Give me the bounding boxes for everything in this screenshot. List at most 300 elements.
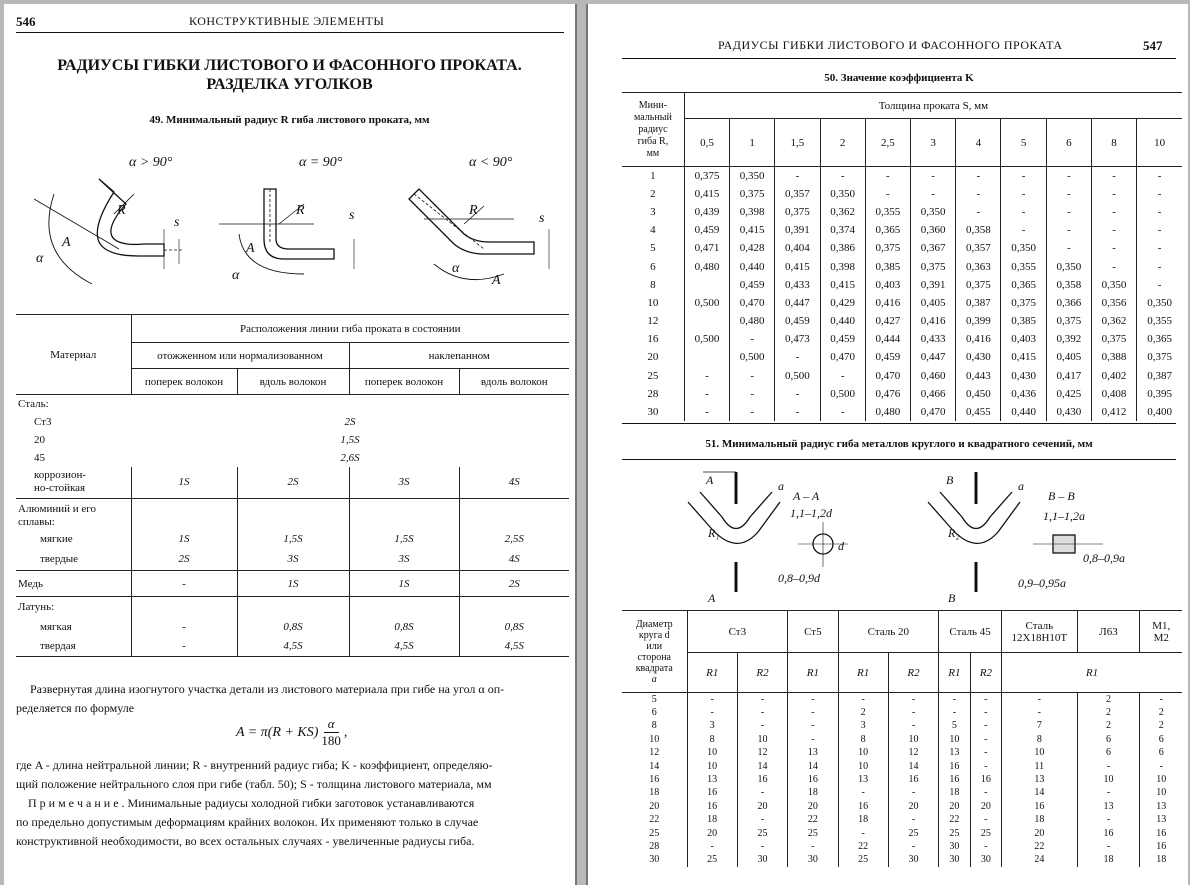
radius-value-cell: 5 bbox=[939, 719, 970, 732]
k-value-cell: 0,375 bbox=[1137, 348, 1182, 366]
k-value-cell: 0,408 bbox=[1091, 385, 1136, 403]
section-b-label: B bbox=[948, 591, 956, 602]
k-value-cell: - bbox=[1137, 276, 1182, 294]
k-value-cell: - bbox=[775, 167, 820, 185]
group-steel20: Сталь 20 bbox=[838, 611, 939, 653]
radius-value-cell: - bbox=[888, 840, 938, 853]
k-value-cell: 0,362 bbox=[820, 203, 865, 221]
header-position: Расположения линии гиба проката в состоянии bbox=[131, 315, 569, 343]
k-value-cell: 0,375 bbox=[730, 185, 775, 203]
k-value-cell: 0,440 bbox=[1001, 403, 1046, 421]
radius-value-cell: - bbox=[788, 733, 838, 746]
brass-name: мягкая bbox=[40, 620, 72, 633]
radius-value-cell: 3 bbox=[838, 719, 888, 732]
table-row bbox=[622, 167, 1182, 185]
k-value-cell: 0,447 bbox=[775, 294, 820, 312]
corner-header-line: радиус bbox=[638, 123, 668, 135]
k-value-cell: 0,403 bbox=[1001, 330, 1046, 348]
radius-value-cell: - bbox=[687, 840, 737, 853]
radius-value-cell: - bbox=[888, 813, 938, 826]
table49-caption: 49. Минимальный радиус R гиба листового проката, мм bbox=[149, 114, 430, 126]
diameter-cell: 20 bbox=[649, 800, 660, 812]
table-row bbox=[622, 239, 1182, 257]
table-row bbox=[622, 257, 1182, 275]
radius-value-cell: 13 bbox=[838, 773, 888, 786]
k-value-cell: 0,355 bbox=[1001, 257, 1046, 275]
k-value-cell: 0,415 bbox=[775, 257, 820, 275]
bending-figure-51 bbox=[678, 462, 1178, 602]
k-value-cell: 0,375 bbox=[684, 167, 729, 185]
steel-value: 2,6S bbox=[340, 451, 360, 464]
thickness-column-header: 1,5 bbox=[775, 119, 820, 167]
steel-value: 1,5S bbox=[340, 433, 360, 446]
group-m1m2 bbox=[1140, 611, 1182, 653]
table-row bbox=[622, 203, 1182, 221]
radius-value-cell: - bbox=[1077, 786, 1140, 799]
corrosion-name bbox=[16, 467, 131, 499]
radius-value-cell: - bbox=[788, 693, 838, 706]
radius-value-cell: 25 bbox=[687, 853, 737, 866]
radius-value-cell: 2 bbox=[1140, 706, 1182, 719]
k-value-cell: 0,480 bbox=[684, 257, 729, 275]
radius-value-cell: 6 bbox=[1140, 733, 1182, 746]
running-header: КОНСТРУКТИВНЫЕ ЭЛЕМЕНТЫ bbox=[189, 14, 385, 28]
k-value-cell: 0,385 bbox=[1001, 312, 1046, 330]
radius-value-cell: 18 bbox=[838, 813, 888, 826]
formula-denominator: 180 bbox=[321, 733, 341, 748]
aluminum-value: 1,5S bbox=[237, 529, 349, 549]
k-value-cell: - bbox=[820, 167, 865, 185]
k-value-cell: 0,375 bbox=[911, 257, 956, 275]
radius-value-cell: 30 bbox=[737, 853, 787, 866]
k-value-cell: 0,440 bbox=[820, 312, 865, 330]
radius-value-cell: 7 bbox=[1002, 719, 1078, 732]
radius-value-cell: - bbox=[788, 706, 838, 719]
radius-value-cell: 30 bbox=[939, 853, 970, 866]
k-value-cell: 0,362 bbox=[1091, 312, 1136, 330]
page-title-line2: РАЗДЕЛКА УГОЛКОВ bbox=[206, 76, 373, 93]
alpha-label: α bbox=[452, 261, 460, 276]
steel-name: 20 bbox=[34, 433, 45, 446]
thickness-column-header: 5 bbox=[1001, 119, 1046, 167]
diameter-cell: 28 bbox=[649, 840, 660, 852]
k-value-cell: 0,433 bbox=[911, 330, 956, 348]
k-value-cell: - bbox=[820, 403, 865, 421]
radius-value-cell: 20 bbox=[687, 826, 737, 839]
radius-value-cell: - bbox=[687, 706, 737, 719]
radius-value-cell: 30 bbox=[788, 853, 838, 866]
k-value-cell: - bbox=[1046, 167, 1091, 185]
radius-value-cell: 30 bbox=[970, 853, 1001, 866]
angle-label-gt90: α > 90° bbox=[129, 155, 173, 170]
page-number: 547 bbox=[1143, 38, 1163, 53]
radius-value-cell: 24 bbox=[1002, 853, 1078, 866]
k-value-cell: 0,443 bbox=[956, 367, 1001, 385]
brass-value: 4,5S bbox=[349, 637, 459, 657]
k-value-cell bbox=[684, 348, 729, 366]
k-value-cell: 0,430 bbox=[1001, 367, 1046, 385]
dimension-label: 1,1–1,2d bbox=[790, 506, 832, 520]
page-title-line1: РАДИУСЫ ГИБКИ ЛИСТОВОГО И ФАСОННОГО ПРОКАТА. bbox=[57, 57, 522, 74]
a-label: a bbox=[1018, 479, 1024, 493]
k-value-cell: 0,459 bbox=[684, 221, 729, 239]
k-value-cell: - bbox=[684, 385, 729, 403]
definitions-line2: щий положение нейтрального слоя при гибе (табл. 50); S - толщина листового материала, мм bbox=[16, 777, 492, 791]
formula-fraction bbox=[321, 716, 341, 749]
table50-caption: 50. Значение коэффициента K bbox=[824, 72, 974, 84]
radius-cell: 6 bbox=[650, 260, 656, 273]
radius-value-cell: 2 bbox=[1077, 719, 1140, 732]
dimension-label: 0,8–0,9a bbox=[1083, 551, 1125, 565]
diameter-cell: 5 bbox=[651, 693, 657, 705]
thickness-header: Толщина проката S, мм bbox=[684, 93, 1182, 119]
aluminum-group-line1: Алюминий и его bbox=[18, 502, 97, 515]
k-value-cell: 0,350 bbox=[1137, 294, 1182, 312]
k-value-cell: 0,375 bbox=[1001, 294, 1046, 312]
k-value-cell: - bbox=[775, 403, 820, 421]
diameter-cell: 30 bbox=[649, 854, 660, 866]
radius-value-cell: 30 bbox=[888, 853, 938, 866]
k-value-cell: - bbox=[1046, 203, 1091, 221]
radius-cell: 20 bbox=[647, 351, 659, 364]
radius-value-cell: 8 bbox=[838, 733, 888, 746]
radius-cell: 28 bbox=[647, 387, 659, 400]
k-value-cell: 0,375 bbox=[865, 239, 910, 257]
radius-value-cell: 10 bbox=[888, 733, 938, 746]
radius-value-cell: - bbox=[970, 693, 1001, 706]
radius-value-cell: - bbox=[788, 719, 838, 732]
radius-value-cell: - bbox=[737, 813, 787, 826]
k-value-cell: - bbox=[1091, 203, 1136, 221]
radius-value-cell: 13 bbox=[1140, 813, 1182, 826]
radius-value-cell: - bbox=[970, 786, 1001, 799]
radius-value-cell: - bbox=[888, 786, 938, 799]
radius-cell: 25 bbox=[647, 369, 659, 382]
k-value-cell: 0,480 bbox=[865, 403, 910, 421]
k-value-cell: - bbox=[684, 367, 729, 385]
radius-value-cell: 25 bbox=[939, 826, 970, 839]
thickness-column-header: 2 bbox=[820, 119, 865, 167]
k-value-cell: 0,459 bbox=[775, 312, 820, 330]
k-value-cell: 0,375 bbox=[956, 276, 1001, 294]
dimension-label: 0,8–0,9d bbox=[778, 571, 820, 585]
radius-value-cell: 8 bbox=[687, 733, 737, 746]
radius-value-cell: - bbox=[737, 693, 787, 706]
aluminum-value: 2S bbox=[131, 549, 237, 571]
k-value-cell: 0,415 bbox=[1001, 348, 1046, 366]
table50-bottom-rule bbox=[622, 423, 1176, 424]
radius-value-cell: 13 bbox=[687, 773, 737, 786]
table-row bbox=[622, 786, 1182, 799]
formula-tail: , bbox=[343, 724, 348, 740]
k-value-cell: - bbox=[1001, 221, 1046, 239]
k-value-cell: - bbox=[1001, 167, 1046, 185]
k-value-cell: 0,429 bbox=[820, 294, 865, 312]
k-value-cell bbox=[684, 312, 729, 330]
radius-value-cell: - bbox=[1077, 840, 1140, 853]
table-row bbox=[622, 719, 1182, 732]
group-l63: Л63 bbox=[1077, 611, 1140, 653]
k-value-cell: 0,439 bbox=[684, 203, 729, 221]
table-row bbox=[622, 348, 1182, 366]
brass-value: 4,5S bbox=[459, 637, 569, 657]
k-value-cell: 0,416 bbox=[911, 312, 956, 330]
header-across: поперек волокон bbox=[131, 369, 237, 395]
k-value-cell: - bbox=[1091, 239, 1136, 257]
corrosion-value: 2S bbox=[237, 467, 349, 499]
radius-value-cell: 10 bbox=[687, 759, 737, 772]
radius-value-cell: 16 bbox=[1077, 826, 1140, 839]
k-value-cell: 0,470 bbox=[911, 403, 956, 421]
radius-value-cell: - bbox=[1077, 759, 1140, 772]
radius-value-cell: - bbox=[939, 693, 970, 706]
table-row bbox=[622, 221, 1182, 239]
first-header-line: a bbox=[651, 673, 657, 685]
brass-name: твердая bbox=[16, 637, 131, 657]
k-value-cell: 0,470 bbox=[820, 348, 865, 366]
steel-name: 45 bbox=[34, 451, 45, 464]
k-value-cell: - bbox=[956, 185, 1001, 203]
aluminum-value: 3S bbox=[237, 549, 349, 571]
table-row bbox=[622, 746, 1182, 759]
k-value-cell: 0,386 bbox=[820, 239, 865, 257]
radius-value-cell: - bbox=[737, 706, 787, 719]
group-m-line2: М2 bbox=[1153, 631, 1169, 644]
k-value-cell: - bbox=[684, 403, 729, 421]
diameter-cell: 10 bbox=[649, 733, 660, 745]
k-value-cell: - bbox=[865, 167, 910, 185]
r-label: R bbox=[296, 203, 305, 218]
thickness-column-header: 0,5 bbox=[684, 119, 729, 167]
k-value-cell: 0,367 bbox=[911, 239, 956, 257]
k-value-cell: 0,366 bbox=[1046, 294, 1091, 312]
k-value-cell: - bbox=[730, 367, 775, 385]
subheader-r: R1 bbox=[687, 653, 737, 693]
section-a-label: A bbox=[706, 473, 714, 487]
radius-value-cell: - bbox=[970, 759, 1001, 772]
first-header-line: круга d bbox=[638, 629, 670, 641]
group-steel12x18 bbox=[1002, 611, 1078, 653]
k-value-cell: - bbox=[1046, 185, 1091, 203]
k-value-cell: - bbox=[1091, 257, 1136, 275]
right-page bbox=[586, 4, 1188, 885]
corner-header bbox=[622, 93, 684, 167]
k-value-cell: 0,455 bbox=[956, 403, 1001, 421]
steel-value: 2S bbox=[344, 415, 356, 428]
first-header-line: Диаметр bbox=[635, 618, 673, 630]
page-title bbox=[4, 56, 575, 94]
alpha-label: α bbox=[232, 268, 240, 283]
k-value-cell: - bbox=[911, 167, 956, 185]
radius-cell: 1 bbox=[650, 169, 656, 182]
developed-length-line1: Развернутая длина изогнутого участка детали из листового материала при гибе на угол α оп- bbox=[30, 682, 505, 696]
table-row bbox=[622, 733, 1182, 746]
thickness-column-header: 2,5 bbox=[865, 119, 910, 167]
copper-value: 1S bbox=[349, 571, 459, 597]
table-row bbox=[622, 800, 1182, 813]
k-value-cell: 0,473 bbox=[775, 330, 820, 348]
radius-value-cell: - bbox=[838, 786, 888, 799]
radius-value-cell: 16 bbox=[970, 773, 1001, 786]
k-value-cell: - bbox=[1091, 167, 1136, 185]
section-a-title: A – A bbox=[793, 489, 820, 503]
header-rule bbox=[622, 58, 1176, 59]
k-value-cell: 0,388 bbox=[1091, 348, 1136, 366]
k-value-cell: - bbox=[730, 403, 775, 421]
angle-label-eq90: α = 90° bbox=[299, 155, 343, 170]
k-value-cell: 0,404 bbox=[775, 239, 820, 257]
first-header-line: квадрата bbox=[635, 662, 673, 674]
page-number: 546 bbox=[16, 14, 36, 29]
k-value-cell: 0,415 bbox=[820, 276, 865, 294]
k-value-cell: 0,365 bbox=[1001, 276, 1046, 294]
header-along: вдоль волокон bbox=[459, 369, 569, 395]
k-value-cell: 0,374 bbox=[820, 221, 865, 239]
group-steel45: Сталь 45 bbox=[939, 611, 1002, 653]
copper-value: 1S bbox=[237, 571, 349, 597]
r-label: R bbox=[117, 203, 126, 218]
radius-value-cell: - bbox=[838, 693, 888, 706]
k-value-cell: 0,400 bbox=[1137, 403, 1182, 421]
k-value-cell: - bbox=[1137, 257, 1182, 275]
note-line2: по предельно допустимым деформациям крайних волокон. Их применяют только в случае bbox=[16, 815, 479, 829]
first-header-line: сторона bbox=[637, 651, 671, 663]
subheader-r: R1 bbox=[939, 653, 970, 693]
radius-value-cell: - bbox=[788, 840, 838, 853]
radius-value-cell: 2 bbox=[838, 706, 888, 719]
k-value-cell: 0,417 bbox=[1046, 367, 1091, 385]
radius-cell: 5 bbox=[650, 242, 656, 255]
group-st5: Ст5 bbox=[788, 611, 838, 653]
a-label: A bbox=[62, 235, 71, 250]
k-value-cell: 0,350 bbox=[1001, 239, 1046, 257]
radius-value-cell: 16 bbox=[1140, 840, 1182, 853]
radius-value-cell: 20 bbox=[939, 800, 970, 813]
subheader-r: R2 bbox=[737, 653, 787, 693]
radius-value-cell: - bbox=[970, 706, 1001, 719]
radius-value-cell: 25 bbox=[788, 826, 838, 839]
corrosion-value: 3S bbox=[349, 467, 459, 499]
table-row bbox=[622, 367, 1182, 385]
radius-value-cell: - bbox=[1002, 706, 1078, 719]
radius-value-cell: - bbox=[939, 706, 970, 719]
diameter-cell: 22 bbox=[649, 814, 660, 826]
radius-value-cell: 18 bbox=[1002, 813, 1078, 826]
formula bbox=[236, 716, 347, 749]
header-rule bbox=[16, 32, 564, 33]
table-row bbox=[622, 330, 1182, 348]
radius-value-cell: 22 bbox=[788, 813, 838, 826]
radius-cell: 12 bbox=[647, 315, 659, 328]
copper-value: 2S bbox=[459, 571, 569, 597]
radius-value-cell: 22 bbox=[939, 813, 970, 826]
k-value-cell: 0,412 bbox=[1091, 403, 1136, 421]
radius-value-cell: 13 bbox=[1077, 800, 1140, 813]
radius-value-cell: - bbox=[1140, 693, 1182, 706]
corrosion-value: 1S bbox=[131, 467, 237, 499]
k-value-cell: 0,392 bbox=[1046, 330, 1091, 348]
k-value-cell: 0,405 bbox=[911, 294, 956, 312]
radius-value-cell: 18 bbox=[687, 813, 737, 826]
corner-header-line: мальный bbox=[634, 111, 672, 123]
r1-label: R₁ bbox=[708, 526, 720, 540]
radius-value-cell: 20 bbox=[788, 800, 838, 813]
radius-value-cell: 25 bbox=[838, 853, 888, 866]
brass-group-label: Латунь: bbox=[18, 600, 55, 613]
header-along: вдоль волокон bbox=[237, 369, 349, 395]
k-value-cell: 0,459 bbox=[865, 348, 910, 366]
k-value-cell: - bbox=[1001, 185, 1046, 203]
k-value-cell: 0,450 bbox=[956, 385, 1001, 403]
k-value-cell: 0,360 bbox=[911, 221, 956, 239]
k-value-cell: 0,480 bbox=[730, 312, 775, 330]
group-steel12x18-line1: Сталь bbox=[1025, 619, 1054, 632]
radius-value-cell: 14 bbox=[737, 759, 787, 772]
corrosion-value: 4S bbox=[459, 467, 569, 499]
radius-value-cell: - bbox=[888, 719, 938, 732]
radius-value-cell: 3 bbox=[687, 719, 737, 732]
k-value-cell: 0,385 bbox=[865, 257, 910, 275]
k-value-cell: - bbox=[1046, 239, 1091, 257]
k-value-cell: 0,428 bbox=[730, 239, 775, 257]
diameter-cell: 12 bbox=[649, 747, 660, 759]
corrosion-name-line1: коррозион- bbox=[34, 469, 87, 482]
corrosion-name-line2: но-стойкая bbox=[34, 482, 86, 495]
radius-cell: 3 bbox=[650, 205, 656, 218]
table-row bbox=[622, 706, 1182, 719]
table-row bbox=[622, 813, 1182, 826]
aluminum-name: мягкие bbox=[40, 532, 73, 545]
k-value-cell: 0,459 bbox=[730, 276, 775, 294]
radius-value-cell: 14 bbox=[888, 759, 938, 772]
formula-lhs: A = π(R + KS) bbox=[236, 724, 319, 740]
radius-value-cell: 13 bbox=[939, 746, 970, 759]
radius-value-cell: 2 bbox=[1077, 706, 1140, 719]
aluminum-value: 4S bbox=[459, 549, 569, 571]
k-value-cell: 0,375 bbox=[1046, 312, 1091, 330]
steel-name: Ст3 bbox=[34, 415, 52, 428]
k-value-cell: 0,500 bbox=[684, 330, 729, 348]
diameter-cell: 25 bbox=[649, 827, 660, 839]
k-value-cell: - bbox=[1091, 185, 1136, 203]
table51 bbox=[622, 610, 1182, 867]
table-row bbox=[622, 385, 1182, 403]
k-value-cell: - bbox=[730, 330, 775, 348]
k-value-cell: 0,415 bbox=[684, 185, 729, 203]
radius-value-cell: 16 bbox=[737, 773, 787, 786]
radius-value-cell: 10 bbox=[838, 759, 888, 772]
definitions-line1: где A - длина нейтральной линии; R - внутренний радиус гиба; K - коэффициент, определяю- bbox=[16, 758, 493, 772]
s-label: s bbox=[539, 211, 545, 226]
left-page bbox=[4, 4, 577, 885]
radius-value-cell: 10 bbox=[1077, 773, 1140, 786]
table-row bbox=[622, 403, 1182, 421]
definitions-text bbox=[16, 756, 569, 794]
subheader-r: R1 bbox=[838, 653, 888, 693]
k-value-cell: - bbox=[1046, 221, 1091, 239]
section-a-label: A bbox=[708, 591, 716, 602]
k-value-cell: 0,470 bbox=[865, 367, 910, 385]
radius-value-cell: 16 bbox=[1140, 826, 1182, 839]
radius-cell: 2 bbox=[650, 187, 656, 200]
k-value-cell bbox=[684, 276, 729, 294]
k-value-cell: 0,363 bbox=[956, 257, 1001, 275]
bending-figure-49 bbox=[14, 144, 574, 304]
radius-value-cell: 16 bbox=[888, 773, 938, 786]
brass-value: 0,8S bbox=[459, 617, 569, 637]
k-value-cell: 0,350 bbox=[730, 167, 775, 185]
d-label: d bbox=[838, 539, 844, 553]
